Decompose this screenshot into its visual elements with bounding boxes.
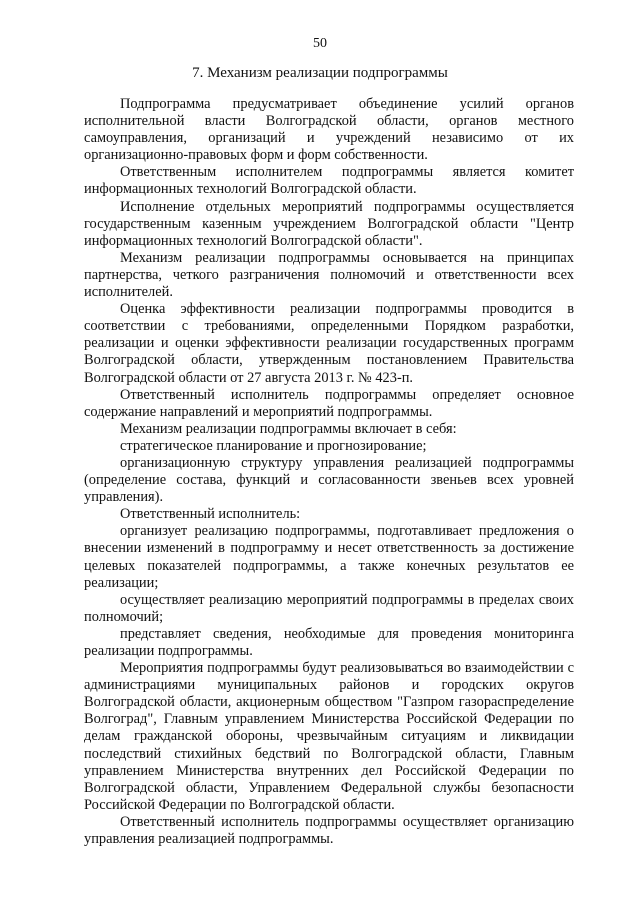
paragraph: Ответственный исполнитель подпрограммы определяет основное содержание направлений и мероприятий подпрограммы. [84, 386, 574, 420]
paragraph: Ответственный исполнитель: [120, 506, 301, 523]
paragraph: Подпрограмма предусматривает объединение усилий органов исполнительной власти Волгоградской области, органов местного самоуправления, организаций и учреждений независимо от их организационно-правовых форм и форм собственности. [84, 96, 574, 164]
paragraph: Оценка эффективности реализации подпрограммы проводится в соответствии с требованиями, определенными Порядком разработки, реализации и оценки эффективности реализации государственных программ Волгоградской области, утвержденным постановлением Правительства Волгоградской области от 27 августа 2013 г. № 423-п. [84, 301, 574, 386]
paragraph: Ответственным исполнителем подпрограммы является комитет информационных технологий Волгоградской области. [84, 164, 574, 198]
paragraph: стратегическое планирование и прогнозирование; [120, 437, 427, 454]
paragraph: Исполнение отдельных мероприятий подпрограммы осуществляется государственным казенным учреждением Волгоградской области "Центр информационных технологий Волгоградской области". [84, 198, 574, 249]
page-number: 50 [313, 36, 327, 51]
paragraph: организует реализацию подпрограммы, подготавливает предложения о внесении изменений в подпрограмму и несет ответственность за достижение целевых показателей подпрограммы, а также конечных результатов ее реализации; [84, 523, 574, 591]
paragraph: Ответственный исполнитель подпрограммы осуществляет организацию управления реализацией подпрограммы. [84, 813, 574, 848]
paragraph: Механизм реализации подпрограммы основывается на принципах партнерства, четкого разграничения полномочий и ответственности всех исполнителей. [84, 249, 574, 301]
paragraph: Мероприятия подпрограммы будут реализовываться во взаимодействии с администрациями муниципальных районов и городских округов Волгоградской области, акционерным обществом "Газпром газораспределение Волгоград", Главным управлением Министерства Российской Федерации по делам гражданской обороны, чрезвычайным ситуациям и ликвидации последствий стихийных бедствий по Волгоградской области, Главным управлением Министерства внутренних дел Российской Федерации по Волгоградской области, Управлением Федеральной службы безопасности Российской Федерации по Волгоградской области. [84, 660, 574, 813]
paragraph: Механизм реализации подпрограммы включает в себя: [120, 420, 457, 437]
paragraph: организационную структуру управления реализацией подпрограммы (определение состава, функций и согласованности звеньев всех уровней управления). [84, 454, 574, 506]
section-title: 7. Механизм реализации подпрограммы [192, 65, 448, 81]
paragraph: осуществляет реализацию мероприятий подпрограммы в пределах своих полномочий; [84, 591, 574, 625]
paragraph: представляет сведения, необходимые для проведения мониторинга реализации подпрограммы. [84, 625, 574, 659]
document-body [84, 96, 574, 848]
